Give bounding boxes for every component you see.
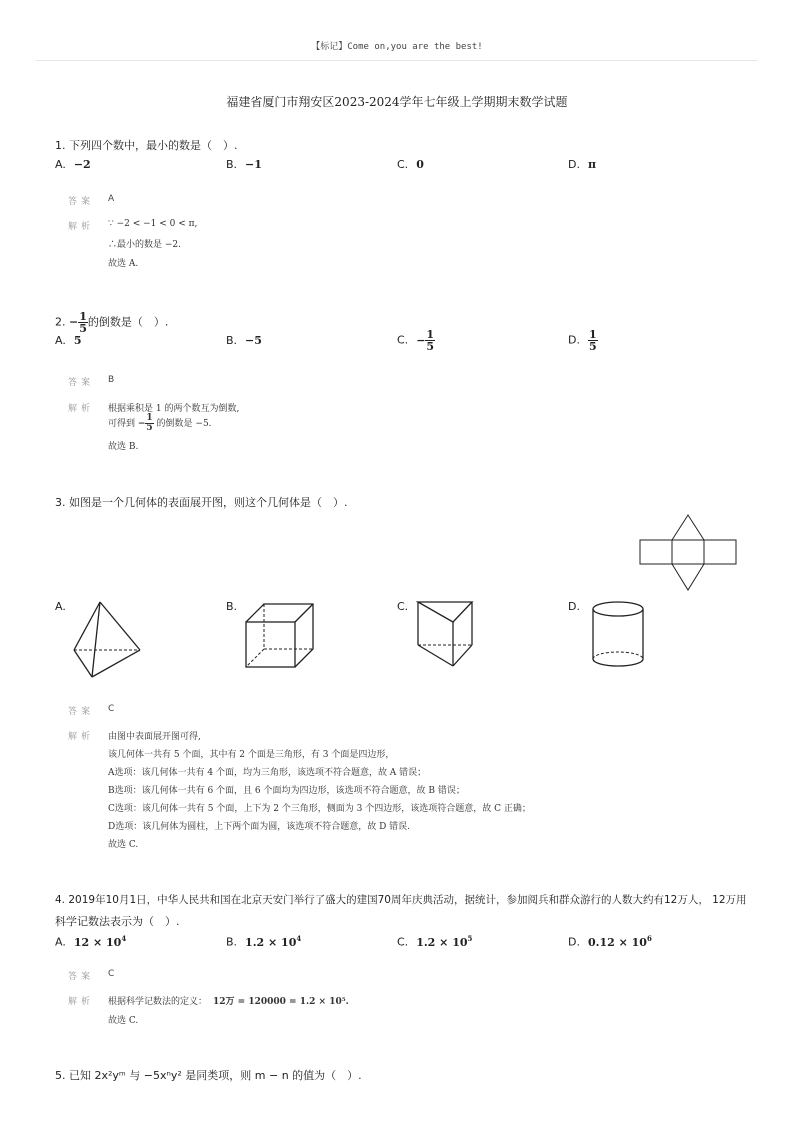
fraction: $\frac{1}{5}$ xyxy=(588,328,597,353)
q3-analysis-line: 故选 C. xyxy=(108,840,139,850)
q4-option-a[interactable]: A. $12 \times 10^4$ xyxy=(55,934,127,949)
q3-option-a-label[interactable]: A. xyxy=(55,600,66,613)
q3-option-d-label[interactable]: D. xyxy=(568,600,580,613)
q2-option-c[interactable]: C. − $\frac{1}{5}$ xyxy=(397,328,435,353)
q4-analysis-line: 故选 C. xyxy=(108,1016,139,1026)
fraction: $\frac{1}{5}$ xyxy=(79,310,87,335)
question-1-stem: 1. 下列四个数中，最小的数是（ ）. xyxy=(55,139,238,152)
q3-analysis-line: B选项：该几何体一共有 6 个面，且 6 个面均为四边形，该选项不符合题意，故 B 错误； xyxy=(108,786,465,796)
triangular-prism-figure[interactable] xyxy=(416,600,476,668)
q2-option-b[interactable]: B. −5 xyxy=(226,334,262,347)
cylinder-figure[interactable] xyxy=(590,600,646,670)
q4-option-c[interactable]: C. $1.2 \times 10^5$ xyxy=(397,934,473,949)
q1-option-d[interactable]: D. π xyxy=(568,158,597,171)
q1-answer-label: 答案 xyxy=(68,197,95,207)
q4-option-b[interactable]: B. $1.2 \times 10^4$ xyxy=(226,934,302,949)
header-note: 【标记】Come on,you are the best! xyxy=(311,42,483,52)
question-5-stem: 5. 已知 2x²yᵐ 与 −5xⁿy² 是同类项，则 m − n 的值为（ ）. xyxy=(55,1069,362,1082)
q4-analysis-label: 解析 xyxy=(68,997,95,1007)
q3-option-c-label[interactable]: C. xyxy=(397,600,409,613)
q3-answer: C xyxy=(108,704,115,714)
q3-analysis-line: A选项：该几何体一共有 4 个面，均为三角形，该选项不符合题意，故 A 错误； xyxy=(108,768,427,778)
q2-option-a[interactable]: A. 5 xyxy=(55,334,82,347)
cube-figure[interactable] xyxy=(244,602,318,670)
q3-answer-label: 答案 xyxy=(68,707,95,717)
q3-analysis-line: D选项：该几何体为圆柱，上下两个面为圆，该选项不符合题意，故 D 错误. xyxy=(108,822,411,832)
q1-analysis-line: 故选 A. xyxy=(108,259,139,269)
q1-analysis-line: ∴最小的数是 −2. xyxy=(108,240,181,250)
q2-analysis-label: 解析 xyxy=(68,404,95,414)
q3-analysis-label: 解析 xyxy=(68,732,95,742)
net-figure xyxy=(638,513,740,593)
q3-analysis-line: C选项：该几何体一共有 5 个面，上下为 2 个三角形，侧面为 3 个四边形，该选项符合题意，故 C 正确； xyxy=(108,804,531,814)
q1-option-c[interactable]: C. 0 xyxy=(397,158,424,171)
q1-answer: A xyxy=(108,194,115,204)
q2-option-d[interactable]: D. $\frac{1}{5}$ xyxy=(568,328,597,353)
q2-answer: B xyxy=(108,375,115,385)
q1-analysis-label: 解析 xyxy=(68,222,95,232)
q3-analysis-line: 该几何体一共有 5 个面，其中有 2 个面是三角形，有 3 个面是四边形， xyxy=(108,750,395,760)
q4-answer-label: 答案 xyxy=(68,972,95,982)
q3-option-b-label[interactable]: B. xyxy=(226,600,238,613)
q1-option-b[interactable]: B. −1 xyxy=(226,158,262,171)
question-3-stem: 3. 如图是一个几何体的表面展开图，则这个几何体是（ ）. xyxy=(55,496,348,509)
fraction: $\frac{1}{5}$ xyxy=(426,328,435,353)
q2-answer-label: 答案 xyxy=(68,378,95,388)
q3-analysis-line: 由图中表面展开图可得, xyxy=(108,732,201,742)
q4-option-d[interactable]: D. $0.12 \times 10^6$ xyxy=(568,934,652,949)
q2-analysis-line: 故选 B. xyxy=(108,442,139,452)
q1-analysis-line: ∵ −2 < −1 < 0 < π, xyxy=(108,219,198,229)
q2-analysis-line: 可得到 − $\frac{1}{5}$ 的倒数是 −5. xyxy=(108,413,212,433)
q2-analysis-line: 根据乘积是 1 的两个数互为倒数, xyxy=(108,404,240,414)
page-title: 福建省厦门市翔安区2023-2024学年七年级上学期期末数学试题 xyxy=(226,95,568,109)
tetrahedron-figure[interactable] xyxy=(70,600,144,680)
fraction: $\frac{1}{5}$ xyxy=(146,413,153,433)
question-4-stem-line1: 4. 2019年10月1日，中华人民共和国在北京天安门举行了盛大的建国70周年庆典活动，据统计，参加阅兵和群众游行的人数大约有12万人， 12万用 xyxy=(55,894,747,906)
q1-option-a[interactable]: A. −2 xyxy=(55,158,91,171)
q4-answer: C xyxy=(108,969,115,979)
q4-analysis-line: 根据科学记数法的定义： 12万 = 120000 = 1.2 × 10⁵. xyxy=(108,997,349,1007)
question-2-stem: 2. − $\frac{1}{5}$ 的倒数是（ ）. xyxy=(55,310,169,335)
question-4-stem-line2: 科学记数法表示为（ ）. xyxy=(55,915,180,928)
header-rule xyxy=(36,60,758,61)
